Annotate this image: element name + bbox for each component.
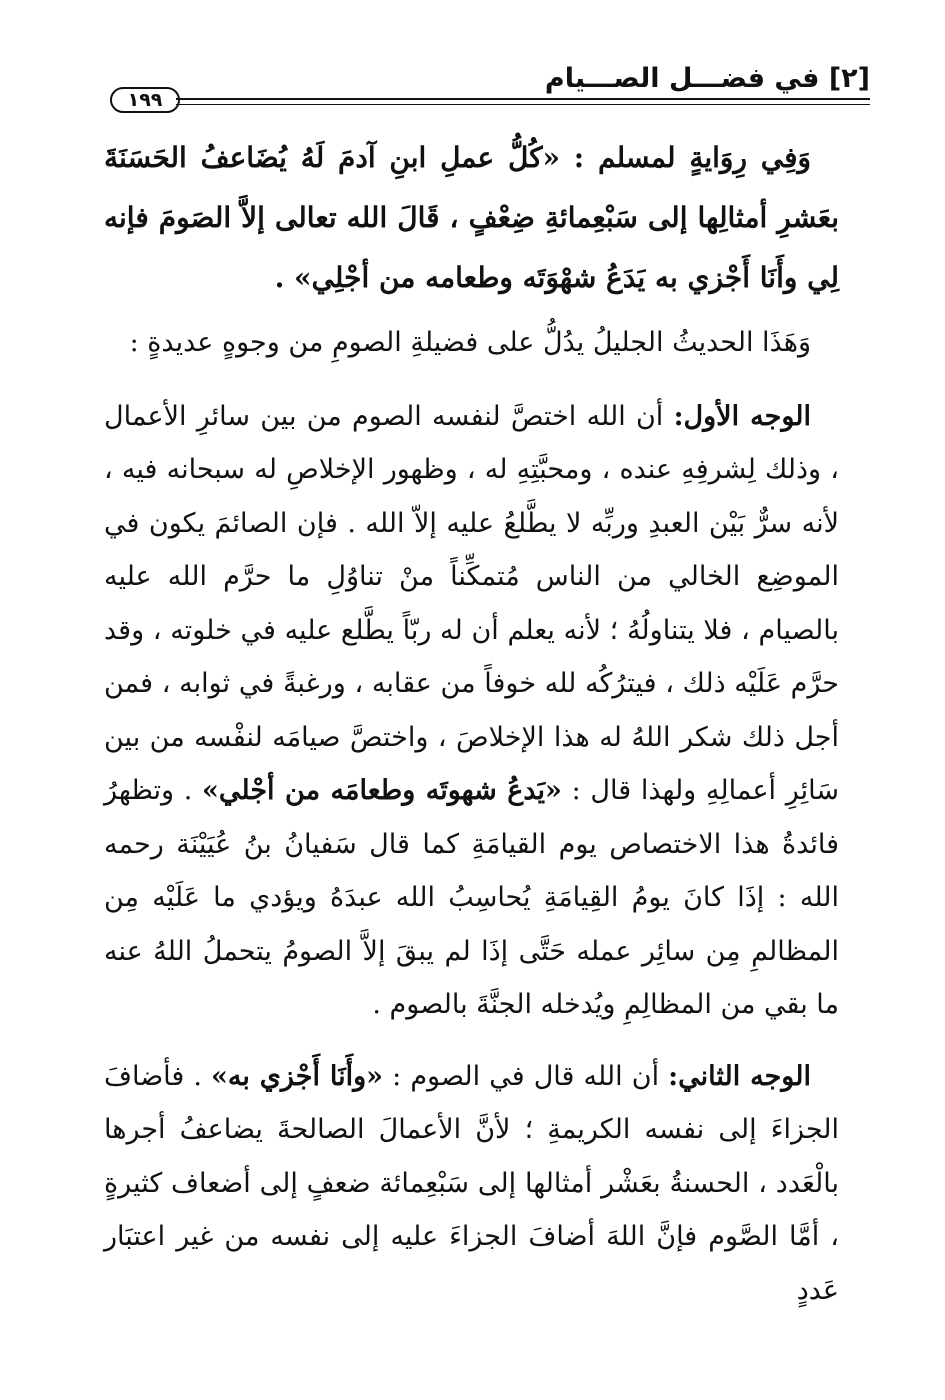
running-header [110,62,870,112]
first-aspect-quote: «يَدعُ شهوتَه وطعامَه من أجْلي» [202,775,562,806]
second-aspect-text: أن الله قال في الصوم : [383,1060,669,1092]
hadith-text: وَفِي رِوَايةٍ لمسلم : «كُلُّ عملِ ابنِ آدمَ لَهُ يُضَاعفُ الحَسَنَةَ بعَشرِ أمثالِها إلى سَبْعِمائةِ ضِعْفٍ ، قَالَ الله تعالى إلاَّ الصَومَ فإنه لِي وأَنَا أَجْزي به يَدَعُ شهْوَتَه وطعامه من أجْلِي» . [104,141,839,294]
first-aspect-text: أن الله اختصَّ لنفسه الصوم من بين سائرِ الأعمال ، وذلك لِشرفِهِ عنده ، ومحبَّتِهِ له ، وظهور الإخلاصِ له سبحانه فيه ، لأنه سرٌّ بَيْن العبدِ وربِّه لا يطَّلعُ عليه إلاّ الله . فإن الصائمَ يكون في الموضِع الخالي من الناس مُتمكِّناً منْ تناوُلِ ما حرَّم الله عليه بالصيام ، فلا يتناولُهُ ؛ لأنه يعلم أن له ربّاً يطَّلع عليه في خلوته ، وقد حرَّم عَلَيْه ذلك ، فيترُكُه لله خوفاً من عقابه ، ورغبةً في ثوابه ، فمن أجل ذلك شكر اللهُ له هذا الإخلاصَ ، واختصَّ صيامَه لنفْسه من بين سَائِرِ أعمالِهِ ولهذا قال : [104,400,839,806]
page-number: ١٩٩ [110,87,180,113]
second-aspect-text-continued: . فأضافَ الجزاءَ إلى نفسه الكريمةِ ؛ لأنَّ الأعمالَ الصالحةَ يضاعفُ أجرها بالْعَدد ، الحسنةُ بعَشْر أمثالها إلى سَبْعِمائة ضعفٍ إلى أضعاف كثيرةٍ ، أمَّا الصَّوم فإنَّ اللهَ أضافَ الجزاءَ عليه إلى نفسه من غير اعتبَار عَددٍ [104,1060,839,1306]
main-text [104,128,839,1335]
intro-paragraph [104,316,839,370]
second-aspect-heading: الوجه الثاني: [668,1060,811,1092]
first-aspect-heading: الوجه الأول: [673,400,812,432]
first-aspect-paragraph [104,390,839,1032]
chapter-title: [٢] في فضـــل الصـــيام [544,63,870,94]
second-aspect-paragraph [104,1050,839,1318]
first-aspect-text-continued: . وتظهرُ فائدةُ هذا الاختصاص يوم القيامَةِ كما قال سَفيانُ بنُ عُيَيْنَة رحمه الله : إذَا كانَ يومُ القِيامَةِ يُحاسِبُ الله عبدَهُ ويؤدي ما عَلَيْه مِن المظالمِ مِن سائِر عمله حَتَّى إذَا لم يبقَ إلاَّ الصومُ يتحملُ اللهُ عنه ما بقي من المظالِمِ ويُدخله الجنَّةَ بالصوم . [104,775,839,1020]
header-rule [176,98,870,100]
second-aspect-quote: «وأَنَا أَجْزي به» [211,1060,384,1092]
hadith-paragraph [104,128,839,308]
header-rule-thin [176,104,870,105]
intro-text: وَهَذَا الحديثُ الجليلُ يدُلُّ على فضيلةِ الصومِ من وجوهٍ عديدةٍ : [129,327,811,358]
